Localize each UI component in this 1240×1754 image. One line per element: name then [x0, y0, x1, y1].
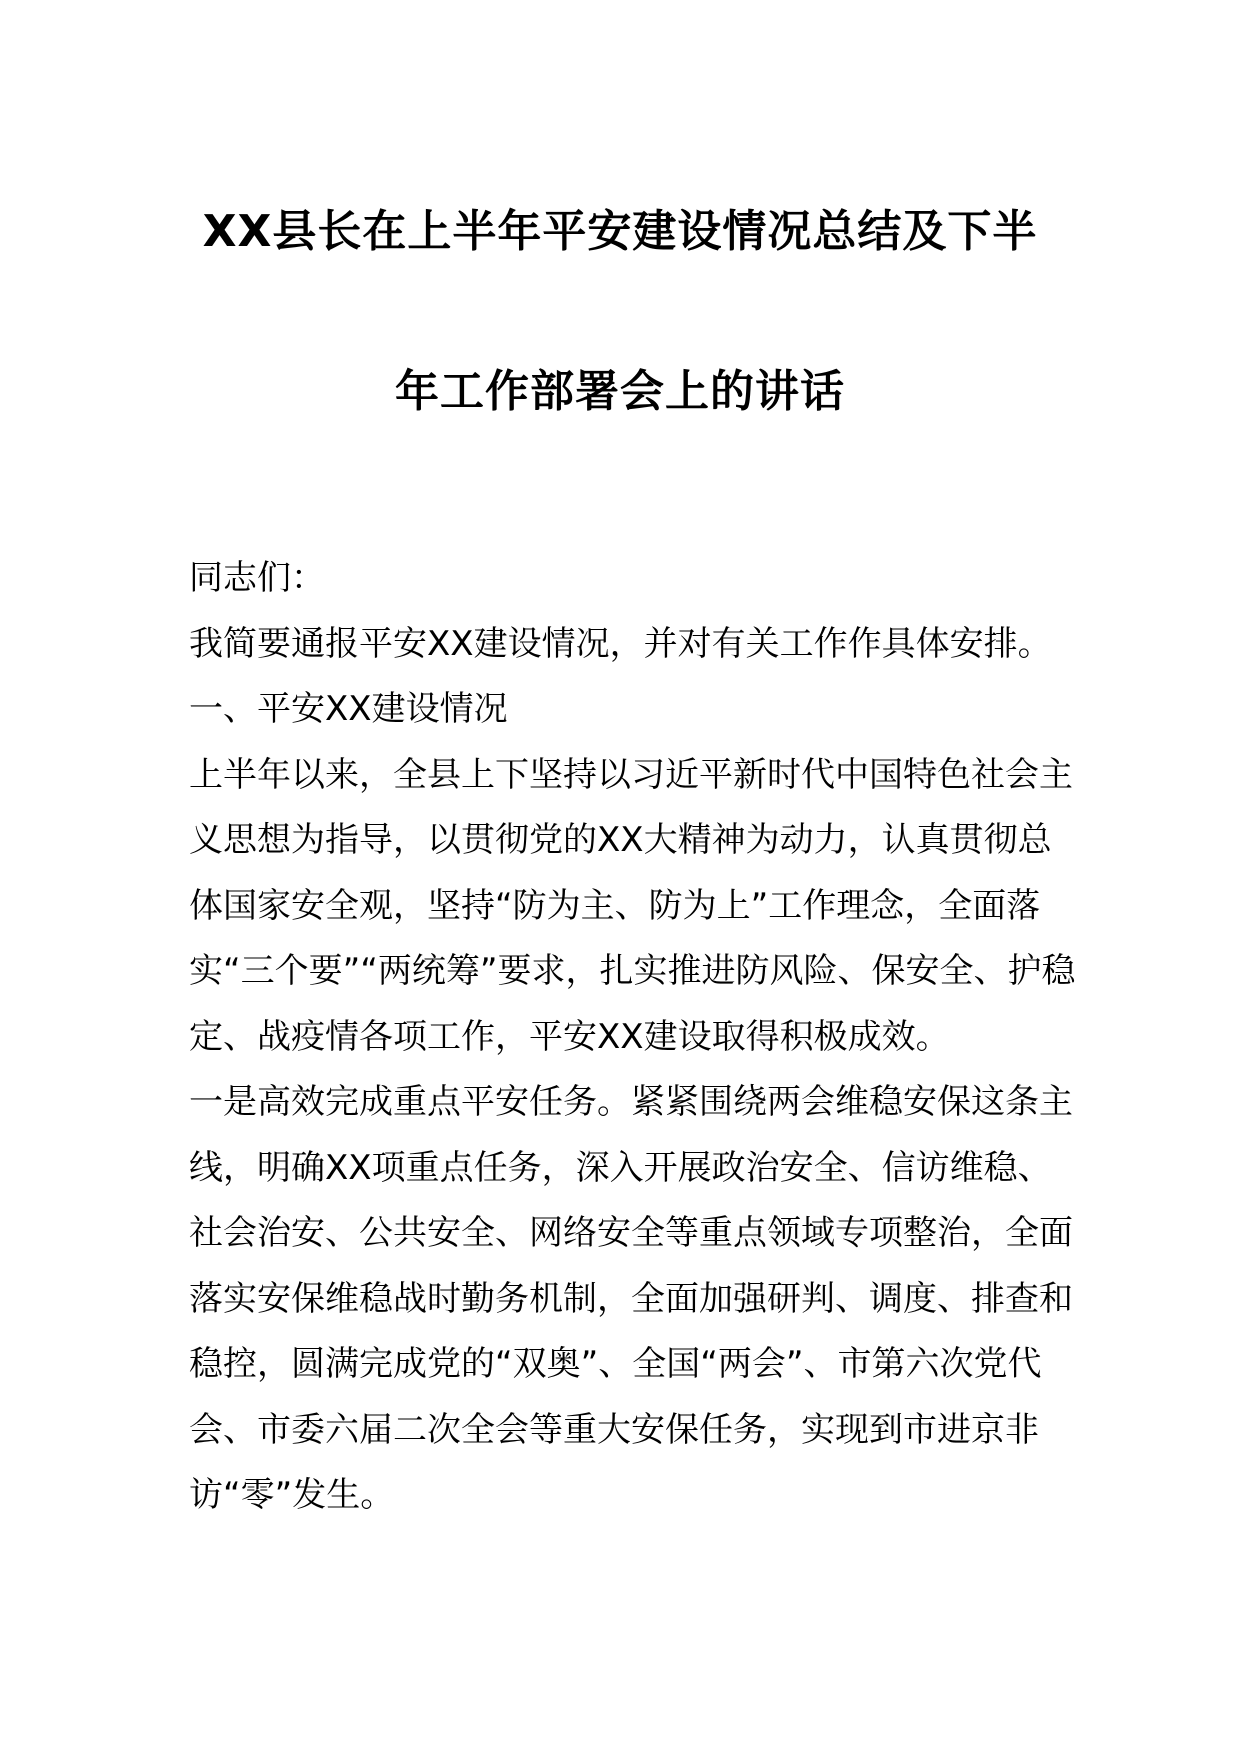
document-body	[189, 546, 1079, 1529]
body-paragraph: 一是高效完成重点平安任务。紧紧围绕两会维稳安保这条主线，明确XX项重点任务，深入开展政治安全、信访维稳、社会治安、公共安全、网络安全等重点领域专项整治，全面落实安保维稳战时勤务机制，全面加强研判、调度、排查和稳控，圆满完成党的“双奥”、全国“两会”、市第六次党代会、市委六届二次全会等重大安保任务，实现到市进京非访“零”发生。	[189, 1082, 1073, 1515]
intro-paragraph: 我简要通报平安XX建设情况，并对有关工作作具体安排。	[189, 623, 1052, 664]
section-heading: 一、平安XX建设情况	[189, 689, 508, 729]
document-title-line-1: XX县长在上半年平安建设情况总结及下半	[202, 206, 1038, 257]
body-paragraph: 上半年以来，全县上下坚持以习近平新时代中国特色社会主义思想为指导，以贯彻党的XX大精神为动力，认真贯彻总体国家安全观，坚持“防为主、防为上”工作理念，全面落实“三个要”“两统筹”要求，扎实推进防风险、保安全、护稳定、战疫情各项工作，平安XX建设取得积极成效。	[189, 754, 1076, 1057]
salutation: 同志们：	[189, 558, 325, 598]
document-title-line-2: 年工作部署会上的讲话	[395, 366, 845, 417]
